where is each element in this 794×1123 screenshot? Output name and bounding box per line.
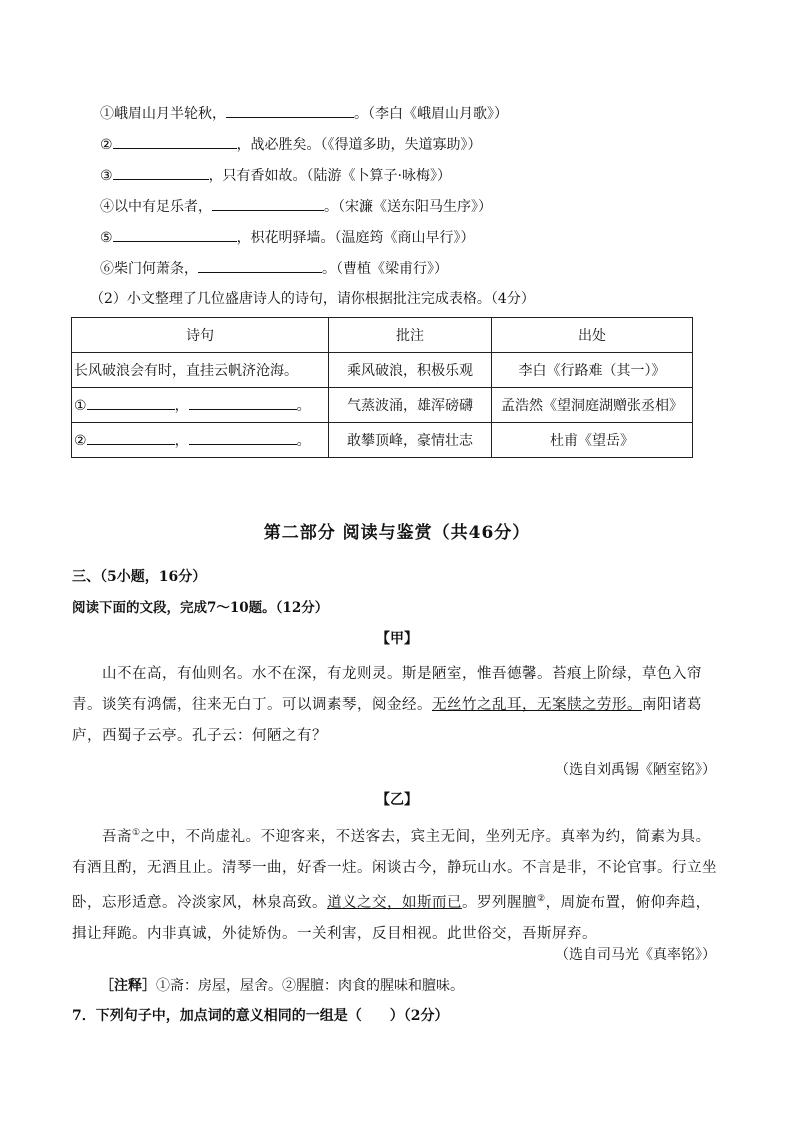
fill-item-2: ② ，战必胜矣。（《得道多助，失道寡助》）: [100, 134, 482, 155]
table-row: [72, 388, 693, 423]
answer-blank[interactable]: [189, 395, 297, 410]
passage-jia-label: 【甲】: [376, 631, 418, 647]
passage-yi-label: 【乙】: [376, 792, 418, 808]
note-cell: 敢攀顶峰，豪情壮志: [329, 423, 492, 458]
fill-item-5: ⑤ ，枳花明驿墙。（温庭筠《商山早行》）: [100, 227, 475, 248]
passage-yi-source: （选自司马光《真率铭》）: [555, 947, 716, 963]
table-header-row: [72, 318, 693, 353]
answer-blank[interactable]: [189, 430, 297, 445]
reading-instruction: 阅读下面的文段，完成7～10题。（12分）: [72, 600, 329, 616]
source-cell: 孟浩然《望洞庭湖赠张丞相》: [492, 388, 693, 423]
fill-item-4: ④以中有足乐者， 。（宋濂《送东阳马生序》）: [100, 196, 492, 217]
poem-table: [71, 317, 693, 458]
passage-yi: 吾斋①之中，不尚虚礼。不迎客来，不送客去，宾主无间，坐列无序。真率为约，简素为具。有酒且酌，无酒且止。清琴一曲，好香一炷。闲谈古今，静玩山水。不言是非，不论官事。行立坐卧，忘形适意。冷淡家风，林泉高致。道义之交，如斯而已。罗列腥膻②，周旋布置，俯仰奔趋，揖让拜跪。内非真诚，外徒矫伪。一关利害，反目相视。此世俗交，吾斯屏弃。: [72, 828, 717, 942]
passage-jia: 山不在高，有仙则名。水不在深，有龙则灵。斯是陋室，惟吾德馨。苔痕上阶绿，草色入帘青。谈笑有鸿儒，往来无白丁。可以调素琴，阅金经。无丝竹之乱耳，无案牍之劳形。南阳诸葛庐，西蜀子云亭。孔子云：何陋之有？: [72, 666, 702, 744]
answer-blank[interactable]: [87, 395, 175, 410]
answer-blank[interactable]: [113, 165, 209, 180]
underlined-sentence: 无丝竹之乱耳，无案牍之劳形。: [432, 697, 642, 713]
table-row: [72, 423, 693, 458]
answer-blank[interactable]: [226, 103, 354, 118]
note-cell: 气蒸波涌，雄浑磅礴: [329, 388, 492, 423]
fill-item-6: ⑥柴门何萧条， 。（曹植《梁甫行》）: [100, 258, 448, 279]
question-7: 7．下列句子中，加点词的意义相同的一组是（ ）（2分）: [72, 1008, 449, 1024]
table-header-cell: 出处: [492, 318, 693, 353]
note-cell: 乘风破浪，积极乐观: [329, 353, 492, 388]
answer-blank[interactable]: [113, 134, 237, 149]
poem-cell: 长风破浪会有时，直挂云帆济沧海。: [72, 353, 329, 388]
answer-blank[interactable]: [212, 196, 324, 211]
poem-cell: ① ， 。: [72, 388, 329, 423]
answer-blank[interactable]: [198, 258, 322, 273]
footnote-marker: ①: [132, 828, 141, 838]
table-header-cell: 批注: [329, 318, 492, 353]
answer-blank[interactable]: [87, 430, 175, 445]
table-header-cell: 诗句: [72, 318, 329, 353]
table-row: [72, 353, 693, 388]
underlined-sentence: 道义之交，如斯而已: [327, 894, 462, 911]
annotation: ［注释］①斋：房屋，屋舍。②腥膻：肉食的腥味和膻味。: [100, 978, 464, 994]
passage-jia-source: （选自刘禹锡《陋室铭》）: [555, 762, 716, 778]
question-2-intro: （2）小文整理了几位盛唐诗人的诗句，请你根据批注完成表格。（4分）: [90, 291, 535, 307]
fill-item-1: ①峨眉山月半轮秋， 。（李白《峨眉山月歌》）: [100, 103, 508, 124]
part-3-heading: 三、（5小题，16分）: [72, 569, 207, 585]
source-cell: 李白《行路难（其一）》: [492, 353, 693, 388]
poem-cell: ② ， 。: [72, 423, 329, 458]
section-title: 第二部分 阅读与鉴赏（共46分）: [263, 523, 531, 543]
footnote-marker: ②: [537, 893, 546, 904]
fill-item-3: ③ ，只有香如故。（陆游《卜算子·咏梅》）: [100, 165, 451, 186]
source-cell: 杜甫《望岳》: [492, 423, 693, 458]
answer-blank[interactable]: [113, 227, 237, 242]
